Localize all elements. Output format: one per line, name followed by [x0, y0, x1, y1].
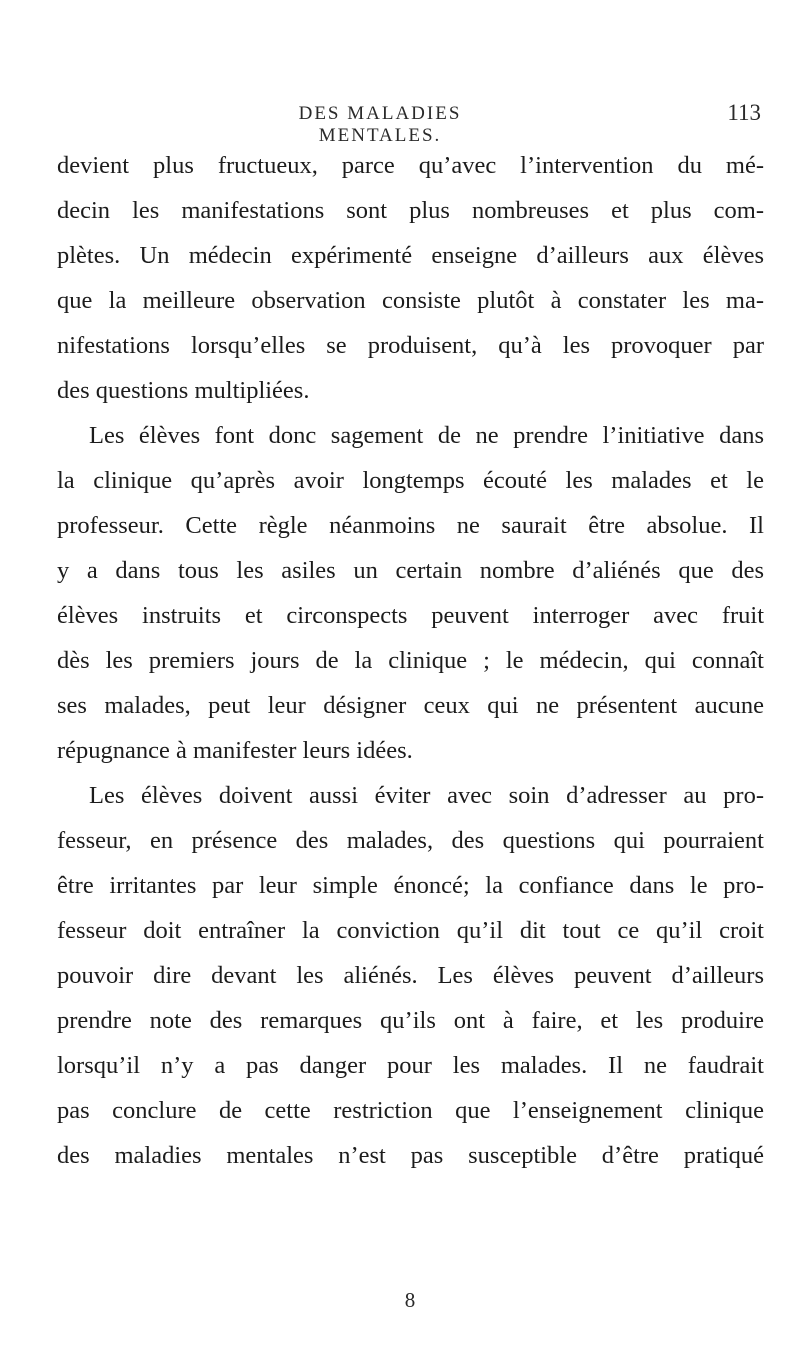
text-line: pas conclure de cette restriction que l’enseignement clinique — [57, 1097, 764, 1124]
text-line: être irritantes par leur simple énoncé; la confiance dans le pro- — [57, 872, 764, 899]
text-line: répugnance à manifester leurs idées. — [57, 737, 413, 764]
text-line: dès les premiers jours de la clinique ; le médecin, qui connaît — [57, 647, 764, 674]
text-line: decin les manifestations sont plus nombreuses et plus com- — [57, 197, 764, 224]
text-line: pouvoir dire devant les aliénés. Les élèves peuvent d’ailleurs — [57, 962, 764, 989]
text-line: ses malades, peut leur désigner ceux qui ne présentent aucune — [57, 692, 764, 719]
text-line: prendre note des remarques qu’ils ont à faire, et les produire — [57, 1007, 764, 1034]
text-line: élèves instruits et circonspects peuvent interroger avec fruit — [57, 602, 764, 629]
text-line: plètes. Un médecin expérimenté enseigne d’ailleurs aux élèves — [57, 242, 764, 269]
text-line: lorsqu’il n’y a pas danger pour les malades. Il ne faudrait — [57, 1052, 764, 1079]
text-line: nifestations lorsqu’elles se produisent, qu’à les provoquer par — [57, 332, 764, 359]
text-line: devient plus fructueux, parce qu’avec l’intervention du mé- — [57, 152, 764, 179]
paragraph-first-line: Les élèves doivent aussi éviter avec soin d’adresser au pro- — [89, 782, 764, 809]
text-line: des questions multipliées. — [57, 377, 310, 404]
text-line: fesseur, en présence des malades, des questions qui pourraient — [57, 827, 764, 854]
running-title: DES MALADIES MENTALES. — [298, 103, 462, 146]
text-line: professeur. Cette règle néanmoins ne saurait être absolue. Il — [57, 512, 764, 539]
page-number: 113 — [727, 100, 761, 125]
signature-mark: 8 — [404, 1288, 416, 1312]
text-line: fesseur doit entraîner la conviction qu’il dit tout ce qu’il croit — [57, 917, 764, 944]
text-line: y a dans tous les asiles un certain nombre d’aliénés que des — [57, 557, 764, 584]
paragraph-first-line: Les élèves font donc sagement de ne prendre l’initiative dans — [89, 422, 764, 449]
text-line: la clinique qu’après avoir longtemps écouté les malades et le — [57, 467, 764, 494]
text-line: des maladies mentales n’est pas susceptible d’être pratiqué — [57, 1142, 764, 1169]
text-line: que la meilleure observation consiste plutôt à constater les ma- — [57, 287, 764, 314]
